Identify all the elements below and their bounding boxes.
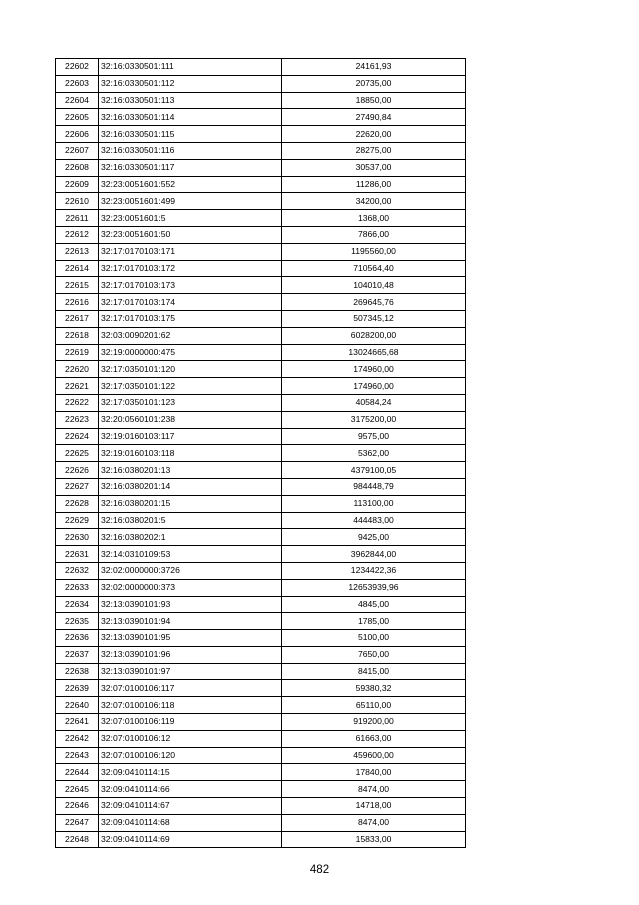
cadastral-value-cell: 174960,00 bbox=[282, 378, 466, 395]
cadastral-value-cell: 27490,84 bbox=[282, 109, 466, 126]
cadastral-value-cell: 104010,48 bbox=[282, 277, 466, 294]
row-number-cell: 22603 bbox=[56, 75, 99, 92]
cadastral-number-cell: 32:09:0410114:67 bbox=[99, 798, 282, 815]
cadastral-value-cell: 5100,00 bbox=[282, 630, 466, 647]
cadastral-value-cell: 65110,00 bbox=[282, 697, 466, 714]
cadastral-value-cell: 28275,00 bbox=[282, 142, 466, 159]
cadastral-number-cell: 32:23:0051601:552 bbox=[99, 176, 282, 193]
table-row bbox=[56, 546, 466, 563]
cadastral-value-cell: 13024665,68 bbox=[282, 344, 466, 361]
cadastral-number-cell: 32:13:0390101:93 bbox=[99, 596, 282, 613]
cadastral-number-cell: 32:09:0410114:69 bbox=[99, 831, 282, 848]
row-number-cell: 22639 bbox=[56, 680, 99, 697]
row-number-cell: 22606 bbox=[56, 126, 99, 143]
cadastral-value-cell: 710564,40 bbox=[282, 260, 466, 277]
table-row bbox=[56, 596, 466, 613]
cadastral-number-cell: 32:17:0170103:171 bbox=[99, 243, 282, 260]
row-number-cell: 22621 bbox=[56, 378, 99, 395]
table-row bbox=[56, 714, 466, 731]
row-number-cell: 22609 bbox=[56, 176, 99, 193]
cadastral-value-cell: 18850,00 bbox=[282, 92, 466, 109]
row-number-cell: 22610 bbox=[56, 193, 99, 210]
cadastral-value-cell: 507345,12 bbox=[282, 310, 466, 327]
cadastral-number-cell: 32:17:0350101:120 bbox=[99, 361, 282, 378]
table-row bbox=[56, 92, 466, 109]
table-row bbox=[56, 697, 466, 714]
row-number-cell: 22638 bbox=[56, 663, 99, 680]
row-number-cell: 22607 bbox=[56, 142, 99, 159]
cadastral-value-cell: 17840,00 bbox=[282, 764, 466, 781]
row-number-cell: 22634 bbox=[56, 596, 99, 613]
table-row bbox=[56, 327, 466, 344]
row-number-cell: 22620 bbox=[56, 361, 99, 378]
cadastral-number-cell: 32:19:0000000:475 bbox=[99, 344, 282, 361]
row-number-cell: 22612 bbox=[56, 226, 99, 243]
table-row bbox=[56, 663, 466, 680]
cadastral-number-cell: 32:16:0330501:112 bbox=[99, 75, 282, 92]
cadastral-number-cell: 32:17:0350101:122 bbox=[99, 378, 282, 395]
cadastral-value-cell: 113100,00 bbox=[282, 495, 466, 512]
cadastral-value-cell: 24161,93 bbox=[282, 59, 466, 76]
row-number-cell: 22623 bbox=[56, 411, 99, 428]
row-number-cell: 22632 bbox=[56, 562, 99, 579]
cadastral-value-cell: 5362,00 bbox=[282, 445, 466, 462]
table-row bbox=[56, 613, 466, 630]
row-number-cell: 22630 bbox=[56, 529, 99, 546]
table-row bbox=[56, 512, 466, 529]
cadastral-value-cell: 34200,00 bbox=[282, 193, 466, 210]
table-row bbox=[56, 764, 466, 781]
cadastral-number-cell: 32:16:0330501:117 bbox=[99, 159, 282, 176]
cadastral-number-cell: 32:03:0090201:62 bbox=[99, 327, 282, 344]
row-number-cell: 22646 bbox=[56, 798, 99, 815]
cadastral-number-cell: 32:17:0170103:175 bbox=[99, 310, 282, 327]
row-number-cell: 22614 bbox=[56, 260, 99, 277]
table-body bbox=[56, 59, 466, 848]
cadastral-number-cell: 32:17:0170103:174 bbox=[99, 294, 282, 311]
table-row bbox=[56, 126, 466, 143]
cadastral-number-cell: 32:07:0100106:117 bbox=[99, 680, 282, 697]
cadastral-number-cell: 32:23:0051601:50 bbox=[99, 226, 282, 243]
row-number-cell: 22605 bbox=[56, 109, 99, 126]
table-row bbox=[56, 226, 466, 243]
row-number-cell: 22615 bbox=[56, 277, 99, 294]
cadastral-number-cell: 32:13:0390101:97 bbox=[99, 663, 282, 680]
table-row bbox=[56, 579, 466, 596]
cadastral-number-cell: 32:07:0100106:12 bbox=[99, 730, 282, 747]
cadastral-number-cell: 32:02:0000000:373 bbox=[99, 579, 282, 596]
cadastral-number-cell: 32:02:0000000:3726 bbox=[99, 562, 282, 579]
row-number-cell: 22618 bbox=[56, 327, 99, 344]
table-row bbox=[56, 495, 466, 512]
cadastral-value-cell: 9425,00 bbox=[282, 529, 466, 546]
cadastral-value-cell: 3962844,00 bbox=[282, 546, 466, 563]
table-row bbox=[56, 814, 466, 831]
cadastral-value-cell: 22620,00 bbox=[282, 126, 466, 143]
row-number-cell: 22608 bbox=[56, 159, 99, 176]
cadastral-number-cell: 32:09:0410114:66 bbox=[99, 781, 282, 798]
row-number-cell: 22616 bbox=[56, 294, 99, 311]
table-row bbox=[56, 730, 466, 747]
row-number-cell: 22631 bbox=[56, 546, 99, 563]
cadastral-value-cell: 8415,00 bbox=[282, 663, 466, 680]
row-number-cell: 22626 bbox=[56, 462, 99, 479]
row-number-cell: 22619 bbox=[56, 344, 99, 361]
table-row bbox=[56, 646, 466, 663]
row-number-cell: 22643 bbox=[56, 747, 99, 764]
table-row bbox=[56, 210, 466, 227]
table-row bbox=[56, 747, 466, 764]
cadastral-number-cell: 32:20:0560101:238 bbox=[99, 411, 282, 428]
table-row bbox=[56, 109, 466, 126]
cadastral-value-cell: 61663,00 bbox=[282, 730, 466, 747]
cadastral-number-cell: 32:23:0051601:499 bbox=[99, 193, 282, 210]
cadastral-value-cell: 919200,00 bbox=[282, 714, 466, 731]
cadastral-number-cell: 32:16:0380202:1 bbox=[99, 529, 282, 546]
row-number-cell: 22637 bbox=[56, 646, 99, 663]
table-row bbox=[56, 562, 466, 579]
row-number-cell: 22613 bbox=[56, 243, 99, 260]
row-number-cell: 22604 bbox=[56, 92, 99, 109]
row-number-cell: 22648 bbox=[56, 831, 99, 848]
cadastral-number-cell: 32:16:0330501:113 bbox=[99, 92, 282, 109]
cadastral-number-cell: 32:19:0160103:118 bbox=[99, 445, 282, 462]
row-number-cell: 22611 bbox=[56, 210, 99, 227]
table-row bbox=[56, 428, 466, 445]
table-row bbox=[56, 378, 466, 395]
cadastral-number-cell: 32:14:0310109:53 bbox=[99, 546, 282, 563]
cadastral-value-cell: 40584,24 bbox=[282, 394, 466, 411]
cadastral-number-cell: 32:09:0410114:15 bbox=[99, 764, 282, 781]
cadastral-value-cell: 30537,00 bbox=[282, 159, 466, 176]
row-number-cell: 22617 bbox=[56, 310, 99, 327]
table-row bbox=[56, 142, 466, 159]
cadastral-value-cell: 20735,00 bbox=[282, 75, 466, 92]
table-row bbox=[56, 159, 466, 176]
cadastral-value-cell: 444483,00 bbox=[282, 512, 466, 529]
row-number-cell: 22627 bbox=[56, 478, 99, 495]
cadastral-number-cell: 32:16:0380201:14 bbox=[99, 478, 282, 495]
cadastral-value-cell: 269645,76 bbox=[282, 294, 466, 311]
cadastral-value-cell: 12653939,96 bbox=[282, 579, 466, 596]
cadastral-value-cell: 6028200,00 bbox=[282, 327, 466, 344]
table-row bbox=[56, 193, 466, 210]
table-row bbox=[56, 277, 466, 294]
cadastral-number-cell: 32:16:0380201:13 bbox=[99, 462, 282, 479]
cadastral-number-cell: 32:17:0170103:172 bbox=[99, 260, 282, 277]
table-row bbox=[56, 260, 466, 277]
cadastral-value-cell: 459600,00 bbox=[282, 747, 466, 764]
cadastral-number-cell: 32:17:0350101:123 bbox=[99, 394, 282, 411]
cadastral-value-cell: 7866,00 bbox=[282, 226, 466, 243]
cadastral-value-cell: 8474,00 bbox=[282, 814, 466, 831]
table-row bbox=[56, 75, 466, 92]
table-row bbox=[56, 310, 466, 327]
page-number: 482 bbox=[309, 864, 330, 876]
cadastral-number-cell: 32:16:0330501:111 bbox=[99, 59, 282, 76]
row-number-cell: 22628 bbox=[56, 495, 99, 512]
cadastral-value-cell: 9575,00 bbox=[282, 428, 466, 445]
row-number-cell: 22647 bbox=[56, 814, 99, 831]
table-row bbox=[56, 59, 466, 76]
cadastral-number-cell: 32:16:0330501:115 bbox=[99, 126, 282, 143]
cadastral-number-cell: 32:23:0051601:5 bbox=[99, 210, 282, 227]
row-number-cell: 22629 bbox=[56, 512, 99, 529]
row-number-cell: 22641 bbox=[56, 714, 99, 731]
cadastral-value-cell: 1234422,36 bbox=[282, 562, 466, 579]
cadastral-value-cell: 15833,00 bbox=[282, 831, 466, 848]
cadastral-value-cell: 3175200,00 bbox=[282, 411, 466, 428]
cadastral-number-cell: 32:13:0390101:94 bbox=[99, 613, 282, 630]
cadastral-number-cell: 32:16:0380201:5 bbox=[99, 512, 282, 529]
table-row bbox=[56, 478, 466, 495]
table-row bbox=[56, 831, 466, 848]
table-row bbox=[56, 798, 466, 815]
row-number-cell: 22633 bbox=[56, 579, 99, 596]
table-row bbox=[56, 411, 466, 428]
table-row bbox=[56, 781, 466, 798]
table-row bbox=[56, 630, 466, 647]
cadastral-number-cell: 32:16:0330501:114 bbox=[99, 109, 282, 126]
table-row bbox=[56, 176, 466, 193]
row-number-cell: 22602 bbox=[56, 59, 99, 76]
row-number-cell: 22635 bbox=[56, 613, 99, 630]
cadastral-value-cell: 11286,00 bbox=[282, 176, 466, 193]
cadastral-number-cell: 32:17:0170103:173 bbox=[99, 277, 282, 294]
cadastral-value-cell: 1368,00 bbox=[282, 210, 466, 227]
table-row bbox=[56, 680, 466, 697]
row-number-cell: 22642 bbox=[56, 730, 99, 747]
row-number-cell: 22640 bbox=[56, 697, 99, 714]
table-row bbox=[56, 344, 466, 361]
row-number-cell: 22622 bbox=[56, 394, 99, 411]
table-row bbox=[56, 529, 466, 546]
cadastral-value-cell: 984448,79 bbox=[282, 478, 466, 495]
row-number-cell: 22624 bbox=[56, 428, 99, 445]
cadastral-value-cell: 7650,00 bbox=[282, 646, 466, 663]
cadastral-number-cell: 32:07:0100106:120 bbox=[99, 747, 282, 764]
cadastral-value-cell: 4379100,05 bbox=[282, 462, 466, 479]
cadastral-number-cell: 32:07:0100106:119 bbox=[99, 714, 282, 731]
cadastral-number-cell: 32:19:0160103:117 bbox=[99, 428, 282, 445]
row-number-cell: 22644 bbox=[56, 764, 99, 781]
cadastral-value-table bbox=[55, 58, 466, 848]
table-row bbox=[56, 294, 466, 311]
cadastral-value-cell: 59380,32 bbox=[282, 680, 466, 697]
cadastral-value-cell: 4845,00 bbox=[282, 596, 466, 613]
cadastral-value-cell: 14718,00 bbox=[282, 798, 466, 815]
table-row bbox=[56, 361, 466, 378]
cadastral-value-cell: 1195560,00 bbox=[282, 243, 466, 260]
table-row bbox=[56, 243, 466, 260]
row-number-cell: 22625 bbox=[56, 445, 99, 462]
table-row bbox=[56, 394, 466, 411]
row-number-cell: 22636 bbox=[56, 630, 99, 647]
cadastral-number-cell: 32:13:0390101:96 bbox=[99, 646, 282, 663]
cadastral-value-cell: 1785,00 bbox=[282, 613, 466, 630]
cadastral-number-cell: 32:13:0390101:95 bbox=[99, 630, 282, 647]
table-row bbox=[56, 462, 466, 479]
table-row bbox=[56, 445, 466, 462]
cadastral-value-cell: 8474,00 bbox=[282, 781, 466, 798]
cadastral-number-cell: 32:16:0380201:15 bbox=[99, 495, 282, 512]
cadastral-number-cell: 32:16:0330501:116 bbox=[99, 142, 282, 159]
row-number-cell: 22645 bbox=[56, 781, 99, 798]
cadastral-number-cell: 32:09:0410114:68 bbox=[99, 814, 282, 831]
cadastral-number-cell: 32:07:0100106:118 bbox=[99, 697, 282, 714]
cadastral-value-cell: 174960,00 bbox=[282, 361, 466, 378]
